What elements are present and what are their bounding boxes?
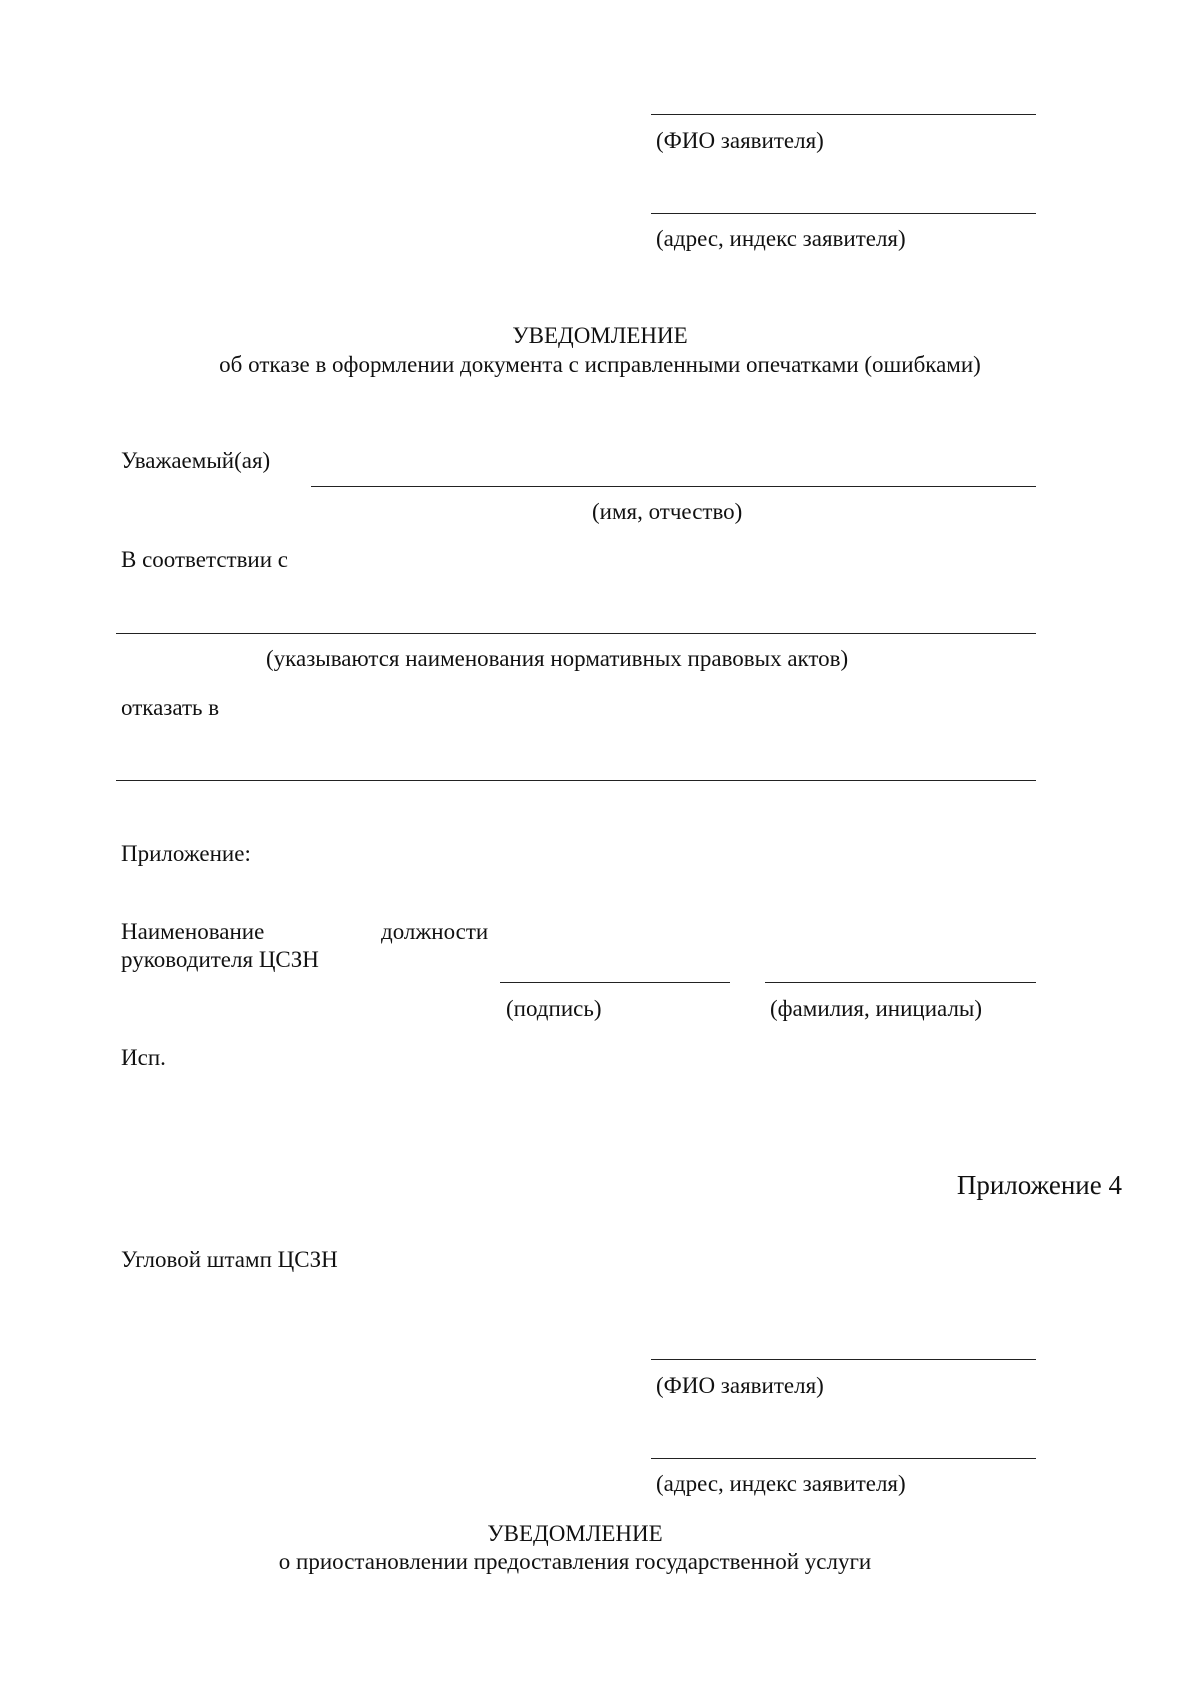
dear-label: Уважаемый(ая) <box>121 448 271 473</box>
notice-subtitle-2: о приостановлении предоставления государственной услуги <box>278 1549 872 1574</box>
surname-initials-caption: (фамилия, инициалы) <box>770 996 983 1021</box>
applicant-name-line-2 <box>651 1359 1036 1360</box>
notice-title: УВЕДОМЛЕНИЕ <box>512 323 688 348</box>
refuse-label: отказать в <box>121 695 220 720</box>
signature-line <box>500 982 730 983</box>
applicant-name-caption-2: (ФИО заявителя) <box>656 1373 824 1398</box>
applicant-address-line-2 <box>651 1458 1036 1459</box>
applicant-address-caption: (адрес, индекс заявителя) <box>656 226 906 251</box>
normative-acts-caption: (указываются наименования нормативных правовых актов) <box>266 646 849 671</box>
name-patronymic-caption: (имя, отчество) <box>592 499 743 524</box>
position-label-word1: Наименование <box>121 919 265 944</box>
executor-label: Исп. <box>121 1045 166 1070</box>
applicant-address-line <box>651 213 1036 214</box>
attachment-label: Приложение: <box>121 841 251 866</box>
appendix-label: Приложение 4 <box>956 1170 1122 1200</box>
applicant-address-caption-2: (адрес, индекс заявителя) <box>656 1471 906 1496</box>
surname-initials-line <box>765 982 1036 983</box>
normative-acts-line <box>116 633 1036 634</box>
signature-caption: (подпись) <box>506 996 602 1021</box>
notice-title-2: УВЕДОМЛЕНИЕ <box>487 1521 663 1546</box>
position-label-line2: руководителя ЦСЗН <box>121 947 319 972</box>
applicant-name-caption: (ФИО заявителя) <box>656 128 824 153</box>
corner-stamp-label: Угловой штамп ЦСЗН <box>121 1247 338 1272</box>
applicant-name-line <box>651 114 1036 115</box>
notice-subtitle: об отказе в оформлении документа с исправленными опечатками (ошибками) <box>219 352 981 377</box>
name-patronymic-line <box>311 486 1036 487</box>
accordance-label: В соответствии с <box>121 547 289 572</box>
position-label-word2: должности <box>381 919 489 944</box>
refuse-reason-line <box>116 780 1036 781</box>
